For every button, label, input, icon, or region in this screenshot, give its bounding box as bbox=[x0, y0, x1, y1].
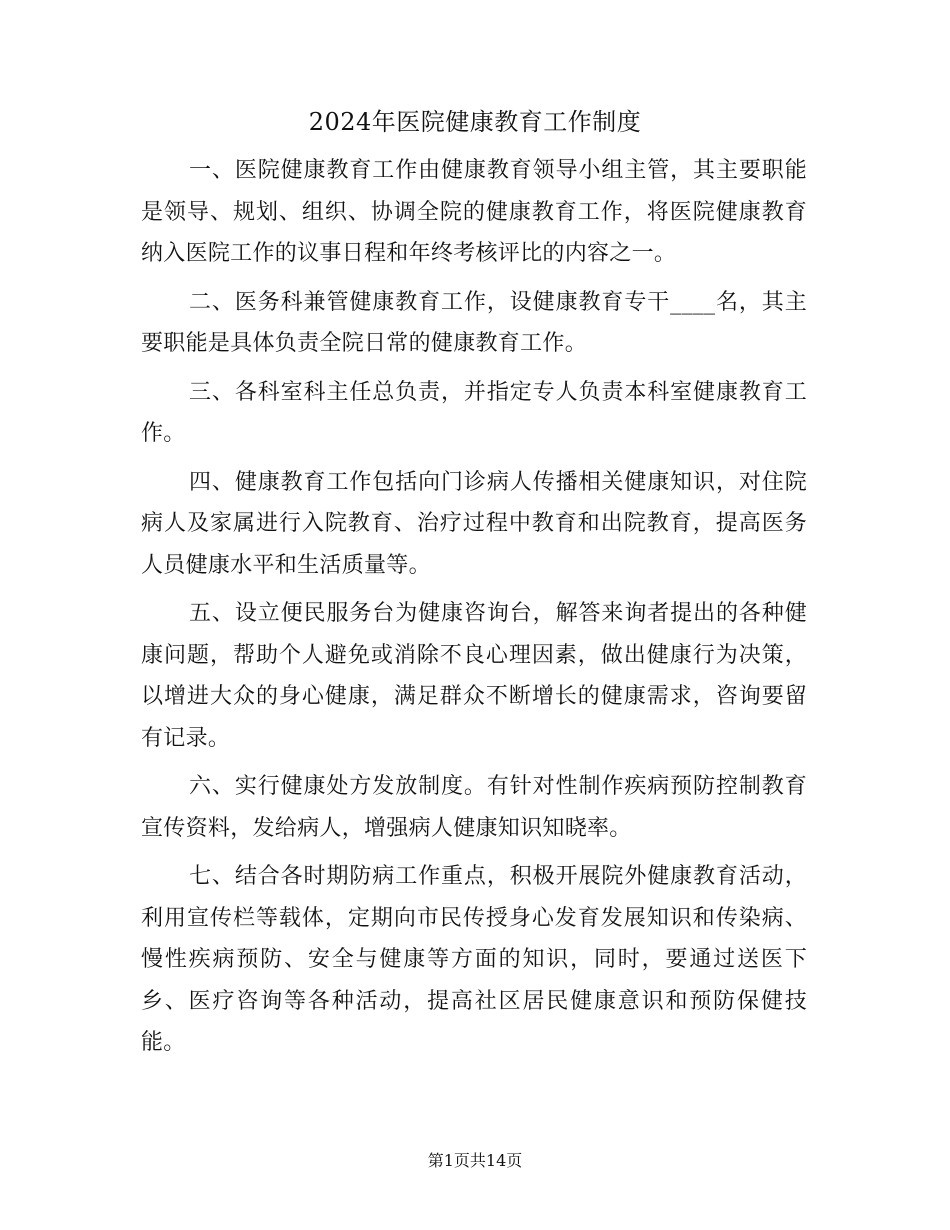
paragraph-1: 一、医院健康教育工作由健康教育领导小组主管，其主要职能是领导、规划、组织、协调全院的健康教育工作，将医院健康教育纳入医院工作的议事日程和年终考核评比的内容之一。 bbox=[141, 158, 807, 266]
page-title: 2024年医院健康教育工作制度 bbox=[308, 108, 642, 136]
paragraph-4: 四、健康教育工作包括向门诊病人传播相关健康知识，对住院病人及家属进行入院教育、治疗过程中教育和出院教育，提高医务人员健康水平和生活质量等。 bbox=[141, 469, 807, 578]
paragraph-2: 二、医务科兼管健康教育工作，设健康教育专干____名，其主要职能是具体负责全院日常的健康教育工作。 bbox=[141, 289, 807, 356]
paragraph-5: 五、设立便民服务台为健康咨询台，解答来询者提出的各种健康问题，帮助个人避免或消除不良心理因素，做出健康行为决策，以增进大众的身心健康，满足群众不断增长的健康需求，咨询要留有记录。 bbox=[141, 601, 807, 751]
page-number-footer: 第1页共14页 bbox=[427, 1151, 523, 1170]
document-body bbox=[141, 150, 807, 1071]
paragraph-3: 三、各科室科主任总负责，并指定专人负责本科室健康教育工作。 bbox=[141, 379, 807, 446]
paragraph-6: 六、实行健康处方发放制度。有针对性制作疾病预防控制教育宣传资料，发给病人，增强病人健康知识知晓率。 bbox=[141, 774, 807, 841]
paragraph-7: 七、结合各时期防病工作重点，积极开展院外健康教育活动，利用宣传栏等载体，定期向市民传授身心发育发展知识和传染病、慢性疾病预防、安全与健康等方面的知识，同时，要通过送医下乡、医疗咨询等各种活动，提高社区居民健康意识和预防保健技能。 bbox=[141, 864, 807, 1055]
